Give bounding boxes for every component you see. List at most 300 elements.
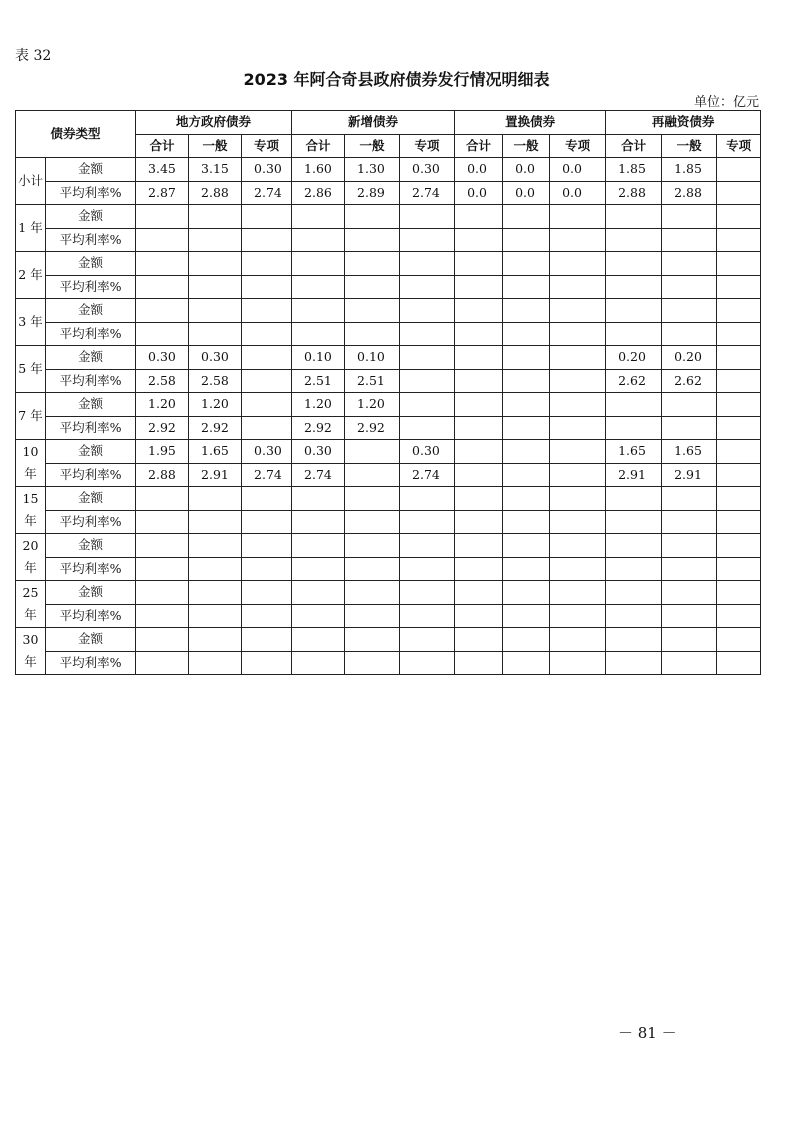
data-cell	[606, 510, 662, 534]
data-cell	[606, 228, 662, 252]
data-cell: 0.30	[242, 440, 292, 464]
data-cell	[189, 581, 242, 605]
data-cell	[242, 487, 292, 511]
data-cell	[717, 322, 761, 346]
data-cell	[242, 205, 292, 229]
data-cell	[550, 557, 606, 581]
data-cell	[242, 557, 292, 581]
data-cell	[242, 228, 292, 252]
table-row	[16, 275, 761, 299]
data-cell	[717, 440, 761, 464]
table-row	[16, 228, 761, 252]
data-cell	[345, 628, 400, 652]
data-cell	[242, 628, 292, 652]
data-cell	[345, 651, 400, 675]
data-cell: 2.51	[292, 369, 345, 393]
data-cell: 2.62	[606, 369, 662, 393]
data-cell	[455, 299, 503, 323]
data-cell	[400, 628, 455, 652]
data-cell	[400, 228, 455, 252]
data-cell	[662, 393, 717, 417]
data-cell	[606, 651, 662, 675]
data-cell	[550, 299, 606, 323]
data-cell	[717, 463, 761, 487]
data-cell	[455, 581, 503, 605]
data-cell	[606, 628, 662, 652]
amount-label: 金额	[46, 299, 136, 323]
data-cell: 1.20	[189, 393, 242, 417]
data-cell	[550, 628, 606, 652]
data-cell: 1.85	[662, 158, 717, 182]
amount-label: 金额	[46, 393, 136, 417]
data-cell: 0.0	[550, 181, 606, 205]
data-cell	[550, 275, 606, 299]
header-sub: 专项	[242, 134, 292, 158]
data-cell: 0.20	[606, 346, 662, 370]
data-cell	[345, 534, 400, 558]
header-group: 置换债券	[455, 111, 606, 135]
amount-label: 金额	[46, 346, 136, 370]
data-cell	[136, 299, 189, 323]
data-cell	[503, 416, 550, 440]
data-cell	[606, 393, 662, 417]
table-row	[16, 651, 761, 675]
data-cell	[550, 581, 606, 605]
data-cell	[662, 581, 717, 605]
data-cell	[503, 322, 550, 346]
data-cell: 2.89	[345, 181, 400, 205]
data-cell: 2.74	[400, 181, 455, 205]
data-cell	[662, 651, 717, 675]
data-cell	[189, 604, 242, 628]
table-row	[16, 463, 761, 487]
data-cell	[345, 510, 400, 534]
header-sub: 一般	[503, 134, 550, 158]
data-cell	[717, 604, 761, 628]
data-cell	[189, 205, 242, 229]
data-cell: 2.74	[242, 181, 292, 205]
data-cell	[503, 487, 550, 511]
amount-label: 金额	[46, 158, 136, 182]
data-cell	[345, 463, 400, 487]
data-cell	[455, 510, 503, 534]
header-sub: 一般	[345, 134, 400, 158]
data-cell	[345, 440, 400, 464]
data-cell	[717, 252, 761, 276]
data-cell	[717, 651, 761, 675]
data-cell	[550, 322, 606, 346]
tenor-label: 10 年	[16, 440, 46, 487]
data-cell	[345, 252, 400, 276]
data-cell: 2.88	[189, 181, 242, 205]
data-cell	[400, 252, 455, 276]
data-cell: 0.30	[242, 158, 292, 182]
data-cell	[400, 487, 455, 511]
data-cell	[662, 205, 717, 229]
data-cell	[662, 252, 717, 276]
data-cell: 2.58	[189, 369, 242, 393]
data-cell	[242, 252, 292, 276]
data-cell	[292, 275, 345, 299]
data-cell	[550, 346, 606, 370]
data-cell	[400, 393, 455, 417]
data-cell	[503, 581, 550, 605]
data-cell	[717, 416, 761, 440]
data-cell	[455, 205, 503, 229]
data-cell: 0.30	[400, 158, 455, 182]
table-row	[16, 158, 761, 182]
data-cell	[455, 252, 503, 276]
data-cell	[550, 416, 606, 440]
data-cell	[550, 510, 606, 534]
data-cell	[550, 487, 606, 511]
data-cell: 0.20	[662, 346, 717, 370]
data-cell: 2.88	[606, 181, 662, 205]
data-cell	[345, 581, 400, 605]
data-cell: 2.88	[136, 463, 189, 487]
data-cell	[242, 604, 292, 628]
data-cell	[455, 440, 503, 464]
data-cell: 2.58	[136, 369, 189, 393]
data-cell	[503, 651, 550, 675]
data-cell	[455, 534, 503, 558]
data-cell	[662, 416, 717, 440]
data-cell	[662, 322, 717, 346]
data-cell	[400, 581, 455, 605]
data-cell	[345, 604, 400, 628]
data-cell	[242, 510, 292, 534]
tenor-label: 2 年	[16, 252, 46, 299]
data-cell: 2.74	[400, 463, 455, 487]
data-cell	[345, 299, 400, 323]
table-row	[16, 487, 761, 511]
amount-label: 金额	[46, 487, 136, 511]
data-cell	[136, 557, 189, 581]
table-row	[16, 299, 761, 323]
data-cell	[550, 651, 606, 675]
data-cell	[455, 393, 503, 417]
data-cell	[345, 205, 400, 229]
data-cell	[242, 651, 292, 675]
rate-label: 平均利率%	[46, 463, 136, 487]
table-row	[16, 205, 761, 229]
data-cell	[136, 275, 189, 299]
data-cell	[662, 487, 717, 511]
header-group: 再融资债券	[606, 111, 761, 135]
table-number: 表 32	[15, 48, 52, 64]
data-cell	[455, 416, 503, 440]
data-cell: 0.10	[292, 346, 345, 370]
data-cell	[503, 510, 550, 534]
header-sub: 合计	[455, 134, 503, 158]
rate-label: 平均利率%	[46, 604, 136, 628]
tenor-label: 5 年	[16, 346, 46, 393]
data-cell	[717, 534, 761, 558]
header-sub: 合计	[292, 134, 345, 158]
data-cell	[503, 205, 550, 229]
data-cell	[550, 393, 606, 417]
data-cell	[606, 322, 662, 346]
data-cell: 3.15	[189, 158, 242, 182]
data-cell	[136, 510, 189, 534]
table-row	[16, 346, 761, 370]
data-cell: 2.86	[292, 181, 345, 205]
data-cell	[455, 604, 503, 628]
tenor-label: 30 年	[16, 628, 46, 675]
data-cell	[503, 628, 550, 652]
data-cell	[717, 510, 761, 534]
data-cell: 2.74	[242, 463, 292, 487]
data-cell: 0.0	[455, 181, 503, 205]
data-cell	[455, 322, 503, 346]
data-cell	[136, 252, 189, 276]
data-cell: 2.92	[345, 416, 400, 440]
data-cell: 2.92	[292, 416, 345, 440]
data-cell: 2.87	[136, 181, 189, 205]
data-cell	[606, 534, 662, 558]
data-cell	[662, 534, 717, 558]
header-sub: 合计	[136, 134, 189, 158]
header-sub: 专项	[550, 134, 606, 158]
header-sub: 合计	[606, 134, 662, 158]
data-cell	[503, 440, 550, 464]
data-cell	[189, 228, 242, 252]
data-cell	[606, 581, 662, 605]
data-cell	[400, 534, 455, 558]
data-cell: 0.30	[292, 440, 345, 464]
data-cell	[717, 628, 761, 652]
data-cell	[455, 275, 503, 299]
data-cell	[400, 557, 455, 581]
tenor-label: 3 年	[16, 299, 46, 346]
data-cell	[242, 322, 292, 346]
data-cell	[242, 299, 292, 323]
data-cell	[550, 228, 606, 252]
data-cell	[455, 463, 503, 487]
data-cell	[550, 440, 606, 464]
data-cell	[717, 158, 761, 182]
table-row	[16, 181, 761, 205]
data-cell	[717, 487, 761, 511]
table-row	[16, 604, 761, 628]
data-cell: 2.88	[662, 181, 717, 205]
tenor-label: 小计	[16, 158, 46, 205]
amount-label: 金额	[46, 252, 136, 276]
data-cell	[606, 416, 662, 440]
data-cell	[717, 581, 761, 605]
data-cell	[503, 369, 550, 393]
data-cell	[717, 228, 761, 252]
data-cell	[662, 557, 717, 581]
data-cell	[606, 299, 662, 323]
data-cell	[455, 346, 503, 370]
data-cell	[400, 322, 455, 346]
data-cell	[242, 393, 292, 417]
data-cell	[662, 604, 717, 628]
data-cell	[292, 299, 345, 323]
data-cell	[189, 322, 242, 346]
data-cell	[242, 416, 292, 440]
data-cell	[345, 487, 400, 511]
table-row	[16, 252, 761, 276]
table-row	[16, 322, 761, 346]
data-cell	[292, 534, 345, 558]
data-cell	[136, 604, 189, 628]
data-cell: 2.92	[136, 416, 189, 440]
rate-label: 平均利率%	[46, 228, 136, 252]
table-row	[16, 393, 761, 417]
data-cell	[136, 534, 189, 558]
data-cell	[136, 651, 189, 675]
data-cell	[292, 228, 345, 252]
data-cell: 1.20	[345, 393, 400, 417]
data-cell	[455, 628, 503, 652]
data-cell	[662, 275, 717, 299]
data-cell	[189, 487, 242, 511]
data-cell	[189, 252, 242, 276]
data-cell	[189, 510, 242, 534]
data-cell	[292, 322, 345, 346]
header-sub: 一般	[662, 134, 717, 158]
data-cell	[292, 557, 345, 581]
header-sub: 专项	[400, 134, 455, 158]
table-row	[16, 510, 761, 534]
data-cell: 1.30	[345, 158, 400, 182]
data-cell	[503, 275, 550, 299]
tenor-label: 25 年	[16, 581, 46, 628]
data-cell	[136, 228, 189, 252]
table-row	[16, 581, 761, 605]
data-cell	[503, 299, 550, 323]
data-cell: 0.0	[455, 158, 503, 182]
data-cell: 1.20	[136, 393, 189, 417]
data-cell: 0.0	[503, 158, 550, 182]
table-row	[16, 369, 761, 393]
data-cell: 0.0	[550, 158, 606, 182]
page-title: 2023 年阿合奇县政府债券发行情况明细表	[243, 70, 550, 89]
data-cell	[717, 393, 761, 417]
tenor-label: 20 年	[16, 534, 46, 581]
rate-label: 平均利率%	[46, 416, 136, 440]
rate-label: 平均利率%	[46, 369, 136, 393]
data-cell	[503, 252, 550, 276]
data-cell	[242, 534, 292, 558]
data-cell	[345, 228, 400, 252]
data-cell	[606, 487, 662, 511]
data-cell	[606, 604, 662, 628]
data-cell	[345, 557, 400, 581]
tenor-label: 15 年	[16, 487, 46, 534]
data-cell: 2.91	[662, 463, 717, 487]
amount-label: 金额	[46, 205, 136, 229]
data-cell	[136, 322, 189, 346]
data-cell	[717, 346, 761, 370]
data-cell	[292, 252, 345, 276]
data-cell	[400, 205, 455, 229]
rate-label: 平均利率%	[46, 557, 136, 581]
data-cell: 2.91	[606, 463, 662, 487]
data-cell: 0.10	[345, 346, 400, 370]
tenor-label: 1 年	[16, 205, 46, 252]
data-cell	[717, 299, 761, 323]
data-cell: 2.91	[189, 463, 242, 487]
data-cell	[455, 369, 503, 393]
data-cell	[136, 628, 189, 652]
data-cell	[455, 228, 503, 252]
data-cell	[136, 581, 189, 605]
data-cell	[455, 557, 503, 581]
data-cell	[606, 557, 662, 581]
amount-label: 金额	[46, 628, 136, 652]
data-cell	[189, 299, 242, 323]
data-cell	[550, 604, 606, 628]
data-cell	[292, 651, 345, 675]
data-cell	[606, 275, 662, 299]
data-cell	[400, 299, 455, 323]
data-cell: 1.65	[189, 440, 242, 464]
data-cell	[550, 369, 606, 393]
data-cell	[662, 299, 717, 323]
data-cell	[550, 205, 606, 229]
rate-label: 平均利率%	[46, 510, 136, 534]
rate-label: 平均利率%	[46, 275, 136, 299]
data-cell	[292, 487, 345, 511]
amount-label: 金额	[46, 534, 136, 558]
data-cell	[292, 205, 345, 229]
data-cell: 2.92	[189, 416, 242, 440]
data-cell	[662, 510, 717, 534]
data-cell: 2.51	[345, 369, 400, 393]
data-cell: 1.95	[136, 440, 189, 464]
data-cell	[400, 510, 455, 534]
data-cell	[292, 510, 345, 534]
unit-label: 单位：亿元	[693, 95, 759, 110]
data-cell: 0.0	[503, 181, 550, 205]
header-sub: 专项	[717, 134, 761, 158]
data-cell: 2.74	[292, 463, 345, 487]
data-cell: 1.60	[292, 158, 345, 182]
data-cell	[292, 581, 345, 605]
data-cell: 0.30	[189, 346, 242, 370]
data-cell	[189, 275, 242, 299]
data-cell	[550, 252, 606, 276]
data-cell	[189, 651, 242, 675]
rate-label: 平均利率%	[46, 651, 136, 675]
data-cell	[400, 416, 455, 440]
data-cell	[717, 205, 761, 229]
bond-detail-table	[15, 110, 761, 675]
data-cell	[242, 369, 292, 393]
data-cell: 1.65	[606, 440, 662, 464]
data-cell	[136, 205, 189, 229]
data-cell	[400, 604, 455, 628]
amount-label: 金额	[46, 581, 136, 605]
data-cell	[606, 205, 662, 229]
header-sub: 一般	[189, 134, 242, 158]
rate-label: 平均利率%	[46, 181, 136, 205]
table-row	[16, 628, 761, 652]
data-cell	[606, 252, 662, 276]
header-group: 地方政府债券	[136, 111, 292, 135]
data-cell	[136, 487, 189, 511]
header-bond-type: 债券类型	[16, 111, 136, 158]
data-cell	[503, 346, 550, 370]
data-cell	[717, 369, 761, 393]
data-cell: 1.85	[606, 158, 662, 182]
data-cell	[242, 346, 292, 370]
data-cell	[242, 275, 292, 299]
data-cell	[550, 463, 606, 487]
